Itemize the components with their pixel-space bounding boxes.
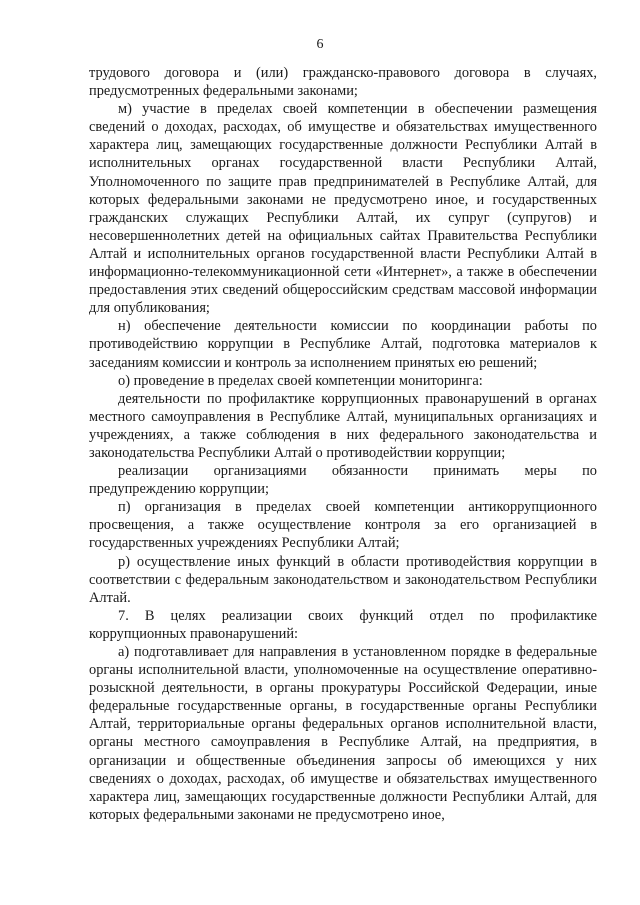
paragraph-item-a: а) подготавливает для направления в установленном порядке в федеральные органы исполнительной власти, уполномоченные на осуществление оперативно-розыскной деятельности, в органы прокуратуры Российской Федерации, иные федеральные государственные органы, в государственные органы Республики Алтай, территориальные органы федеральных органов исполнительной власти, органы местного самоуправления в Республике Алтай, на предприятия, в организации и общественные объединения запросы об имеющихся у них сведениях о доходах, расходах, об имуществе и обязательствах имущественного характера лиц, замещающих государственные должности Республики Алтай, для которых федеральными законами не предусмотрено иное,: [89, 644, 597, 823]
paragraph-item-o: о) проведение в пределах своей компетенции мониторинга:: [118, 372, 483, 389]
paragraph-continuation: трудового договора и (или) гражданско-правового договора в случаях, предусмотренных федеральными законами;: [89, 65, 597, 100]
paragraph-item-o-sub2: реализации организациями обязанности принимать меры по предупреждению коррупции;: [89, 463, 597, 498]
paragraph-item-p: п) организация в пределах своей компетенции антикоррупционного просвещения, а также осуществление контроля за его организацией в государственных учреждениях Республики Алтай;: [89, 499, 597, 552]
page-number: 6: [316, 37, 324, 52]
paragraph-item-r: р) осуществление иных функций в области противодействия коррупции в соответствии с федеральным законодательством и законодательством Республики Алтай.: [89, 553, 597, 606]
document-body: [89, 64, 597, 824]
paragraph-item-m: м) участие в пределах своей компетенции в обеспечении размещения сведений о доходах, расходах, об имуществе и обязательствах имущественного характера лиц, замещающих государственные должности Республики Алтай в исполнительных органах государственной власти Республики Алтай, Уполномоченного по защите прав предпринимателей в Республике Алтай, для которых федеральными законами не предусмотрено иное, и государственных гражданских служащих Республики Алтай, их супруг (супругов) и несовершеннолетних детей на официальных сайтах Правительства Республики Алтай и исполнительных органов государственной власти Республики Алтай в информационно-телекоммуникационной сети «Интернет», а также в обеспечении предоставления этих сведений общероссийским средствам массовой информации для опубликования;: [89, 101, 597, 317]
paragraph-item-n: н) обеспечение деятельности комиссии по координации работы по противодействию коррупции в Республике Алтай, подготовка материалов к заседаниям комиссии и контроль за исполнением принятых ею решений;: [89, 318, 597, 371]
paragraph-section-7: 7. В целях реализации своих функций отдел по профилактике коррупционных правонарушений:: [89, 607, 597, 642]
paragraph-item-o-sub1: деятельности по профилактике коррупционных правонарушений в органах местного самоуправления в Республике Алтай, муниципальных организациях и учреждениях, а также соблюдения в них федерального законодательства и законодательства Республики Алтай о противодействии коррупции;: [89, 390, 597, 461]
